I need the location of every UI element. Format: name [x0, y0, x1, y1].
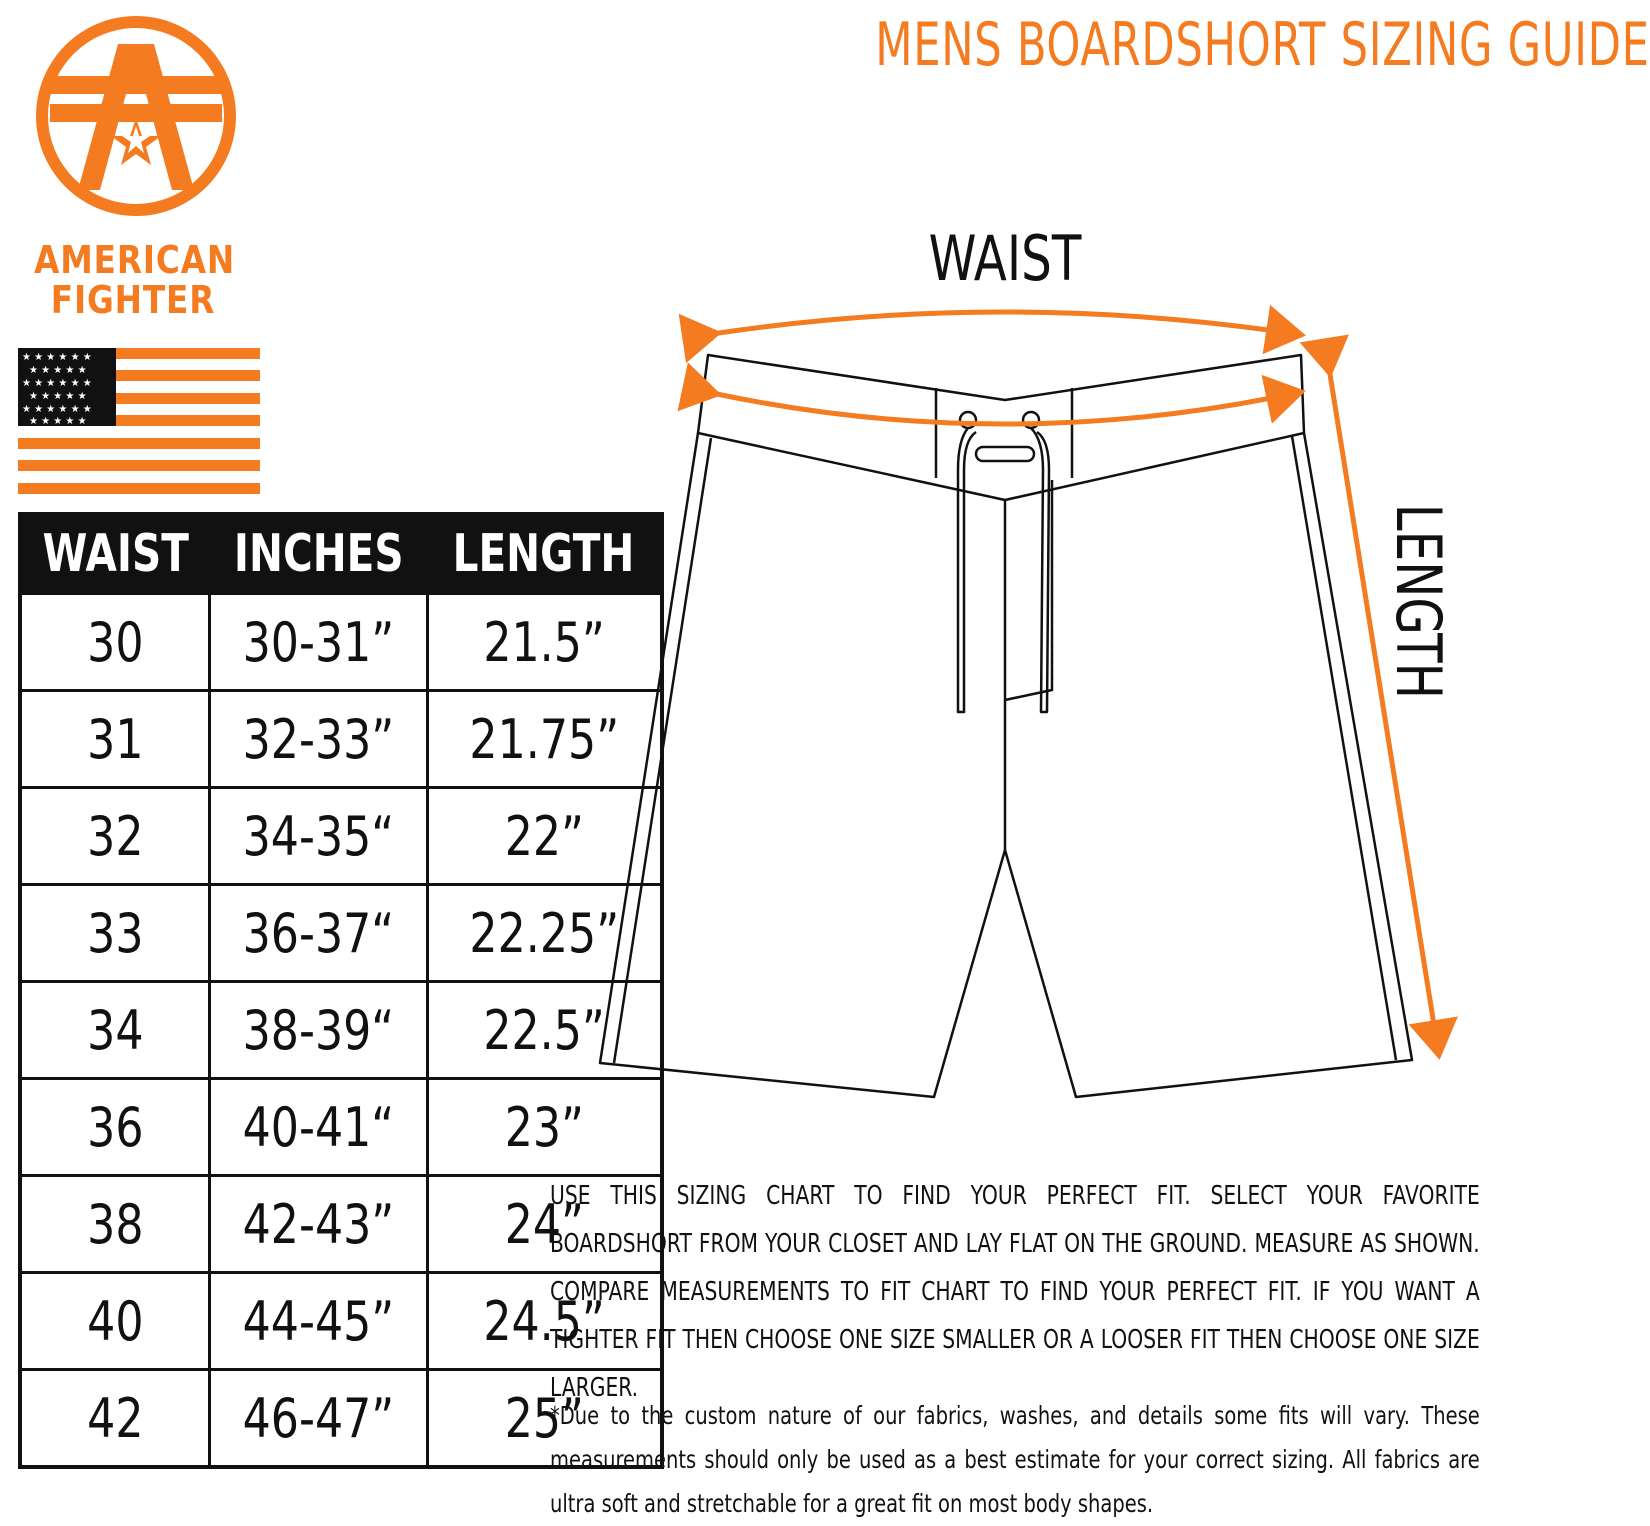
column-header-inches: INCHES	[210, 514, 428, 594]
waist-label: WAIST	[928, 222, 1082, 295]
table-cell: 31	[20, 691, 210, 788]
table-cell: 30-31”	[210, 594, 428, 691]
table-cell: 42	[20, 1370, 210, 1468]
table-cell: 46-47”	[210, 1370, 428, 1468]
table-cell: 25”	[427, 1370, 662, 1468]
column-header-waist: WAIST	[20, 514, 210, 594]
svg-text:★ ★ ★ ★ ★ ★: ★ ★ ★ ★ ★ ★	[22, 352, 92, 363]
table-cell: 36	[20, 1079, 210, 1176]
boardshort-diagram	[560, 300, 1480, 1110]
table-cell: 22”	[427, 788, 662, 885]
instructions-text: USE THIS SIZING CHART TO FIND YOUR PERFECT FIT. SELECT YOUR FAVORITE BOARDSHORT FROM YOUR CLOSET AND LAY FLAT ON THE GROUND. MEASURE AS SHOWN. COMPARE MEASUREMENTS TO FIT CHART TO FIND YOUR PERFECT FIT. IF YOU WANT A TIGHTER FIT THEN CHOOSE ONE SIZE SMALLER OR A LOOSER FIT THEN CHOOSE ONE SIZE LARGER.	[550, 1181, 1480, 1403]
table-cell: 40-41“	[210, 1079, 428, 1176]
svg-text:★ ★ ★ ★ ★: ★ ★ ★ ★ ★	[29, 365, 87, 376]
table-cell: 22.25”	[427, 885, 662, 982]
table-cell: 32	[20, 788, 210, 885]
table-cell: 36-37“	[210, 885, 428, 982]
svg-text:★ ★ ★ ★ ★: ★ ★ ★ ★ ★	[29, 416, 87, 427]
brand-wordmark	[18, 240, 248, 320]
table-cell: 34-35“	[210, 788, 428, 885]
table-cell: 44-45”	[210, 1273, 428, 1370]
table-cell: 30	[20, 594, 210, 691]
table-cell: 21.5”	[427, 594, 662, 691]
disclaimer-text: *Due to the custom nature of our fabrics, washes, and details some fits will vary. These measurements should only be used as a best estimate for your correct sizing. All fabrics are ultra soft and stretchable for a great fit on most body shapes.	[550, 1401, 1480, 1518]
table-cell: 24.5”	[427, 1273, 662, 1370]
af-star-monogram-icon	[34, 14, 238, 218]
table-cell: 21.75”	[427, 691, 662, 788]
table-cell: 38-39“	[210, 982, 428, 1079]
brand-line-1: AMERICAN	[34, 238, 236, 282]
svg-text:★ ★ ★ ★ ★ ★: ★ ★ ★ ★ ★ ★	[22, 404, 92, 415]
length-label: LENGTH	[1382, 503, 1455, 700]
table-cell: 42-43”	[210, 1176, 428, 1273]
table-cell: 34	[20, 982, 210, 1079]
table-cell: 40	[20, 1273, 210, 1370]
table-cell: 24”	[427, 1176, 662, 1273]
table-cell: 38	[20, 1176, 210, 1273]
us-flag-icon	[18, 348, 260, 494]
sizing-notes	[550, 1172, 1480, 1526]
table-cell: 33	[20, 885, 210, 982]
table-cell: 32-33”	[210, 691, 428, 788]
table-cell: 23”	[427, 1079, 662, 1176]
table-cell: 22.5”	[427, 982, 662, 1079]
page-title: MENS BOARDSHORT SIZING GUIDE	[875, 10, 1650, 80]
column-header-length: LENGTH	[427, 514, 662, 594]
brand-line-2: FIGHTER	[50, 278, 216, 322]
svg-text:★ ★ ★ ★ ★: ★ ★ ★ ★ ★	[29, 391, 87, 402]
svg-text:★ ★ ★ ★ ★ ★: ★ ★ ★ ★ ★ ★	[22, 378, 92, 389]
